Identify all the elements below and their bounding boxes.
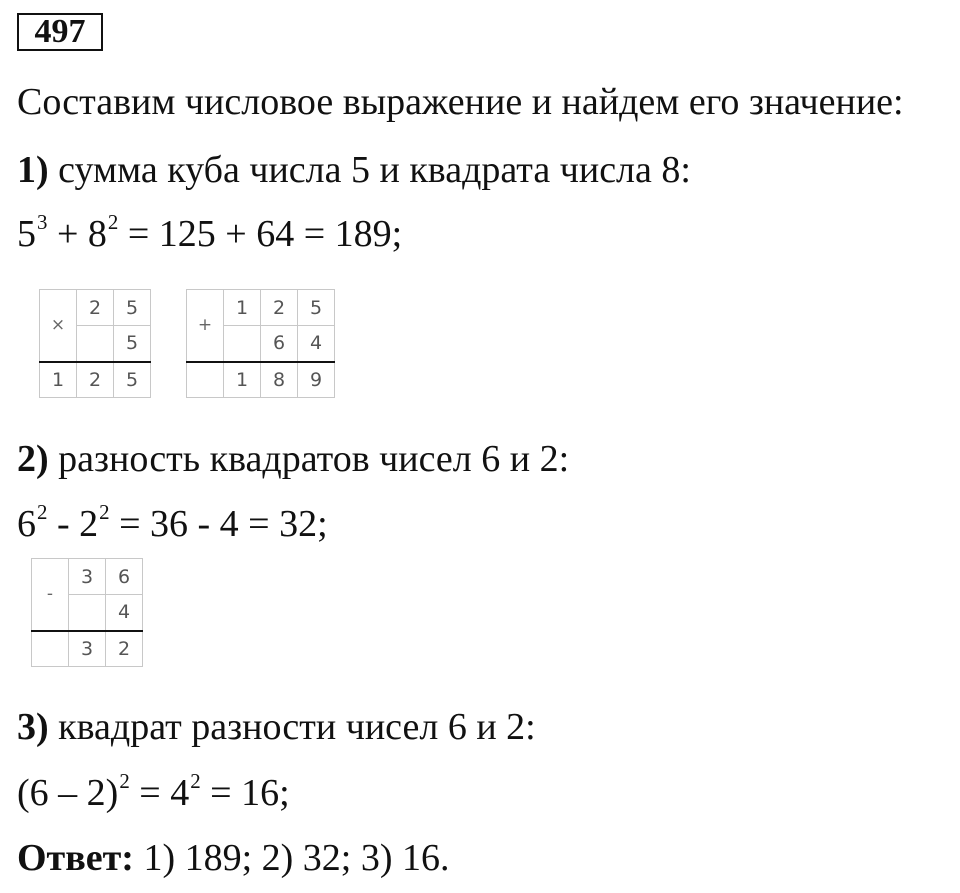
answer-line (17, 836, 450, 880)
mult-cell (77, 326, 114, 362)
part-3-label: 3) (17, 706, 49, 748)
answer-text: 1) 189; 2) 32; 3) 16. (133, 837, 450, 879)
part-2-heading (17, 437, 569, 481)
part-1-label: 1) (17, 149, 49, 191)
sub-cell: 6 (106, 559, 143, 595)
subtraction-table (31, 558, 143, 667)
mult-operator: × (40, 290, 77, 362)
expr-1-mid-exp: 2 (107, 210, 119, 235)
expr-3-exp: 2 (119, 769, 130, 794)
part-1-text: сумма куба числа 5 и квадрата числа 8: (48, 149, 691, 191)
part-3-heading (17, 705, 536, 749)
add-cell: 5 (298, 290, 335, 326)
add-cell (224, 326, 261, 362)
multiplication-table (39, 289, 151, 398)
part-2-text: разность квадратов чисел 6 и 2: (48, 438, 570, 480)
part-2-label: 2) (17, 438, 49, 480)
expr-3-mid-exp: 2 (190, 769, 201, 794)
part-3-expression (17, 771, 290, 820)
part-2-expression (17, 502, 328, 551)
expr-1-mid: + 8 (47, 213, 107, 255)
answer-label: Ответ: (17, 837, 134, 879)
addition-table (186, 289, 335, 398)
add-cell: 6 (261, 326, 298, 362)
expr-1-exp: 3 (37, 210, 48, 235)
add-result-cell (187, 362, 224, 398)
add-cell: 2 (261, 290, 298, 326)
mult-cell: 2 (77, 290, 114, 326)
add-result-cell: 1 (224, 362, 261, 398)
mult-cell: 5 (114, 290, 151, 326)
mult-cell: 5 (114, 326, 151, 362)
sub-cell (69, 595, 106, 631)
sub-operator: - (32, 559, 69, 631)
expr-2-rest: = 36 - 4 = 32; (109, 503, 328, 545)
intro-text: Составим числовое выражение и найдем его значение: (17, 81, 904, 123)
expr-3-mid: = 4 (129, 772, 190, 814)
add-result-cell: 9 (298, 362, 335, 398)
sub-cell: 3 (69, 559, 106, 595)
sub-result-cell: 3 (69, 631, 106, 667)
expr-2-exp: 2 (37, 500, 48, 525)
mult-result-cell: 5 (114, 362, 151, 398)
add-cell: 1 (224, 290, 261, 326)
sub-result-cell (32, 631, 69, 667)
add-operator: + (187, 290, 224, 362)
part-1-heading (17, 148, 691, 192)
mult-result-cell: 2 (77, 362, 114, 398)
expr-2-mid-exp: 2 (99, 500, 110, 525)
sub-result-cell: 2 (106, 631, 143, 667)
sub-cell: 4 (106, 595, 143, 631)
mult-result-cell: 1 (40, 362, 77, 398)
add-cell: 4 (298, 326, 335, 362)
add-result-cell: 8 (261, 362, 298, 398)
part-1-expression (17, 212, 402, 261)
expr-2-base: 6 (17, 503, 36, 545)
expr-2-mid: - 2 (47, 503, 99, 545)
expr-3-rest: = 16; (200, 772, 290, 814)
expr-1-rest: = 125 + 64 = 189; (118, 213, 403, 255)
expr-3-base: (6 – 2) (17, 772, 119, 814)
expr-1-base: 5 (17, 213, 36, 255)
part-3-text: квадрат разности чисел 6 и 2: (48, 706, 536, 748)
problem-number: 497 (17, 13, 103, 51)
